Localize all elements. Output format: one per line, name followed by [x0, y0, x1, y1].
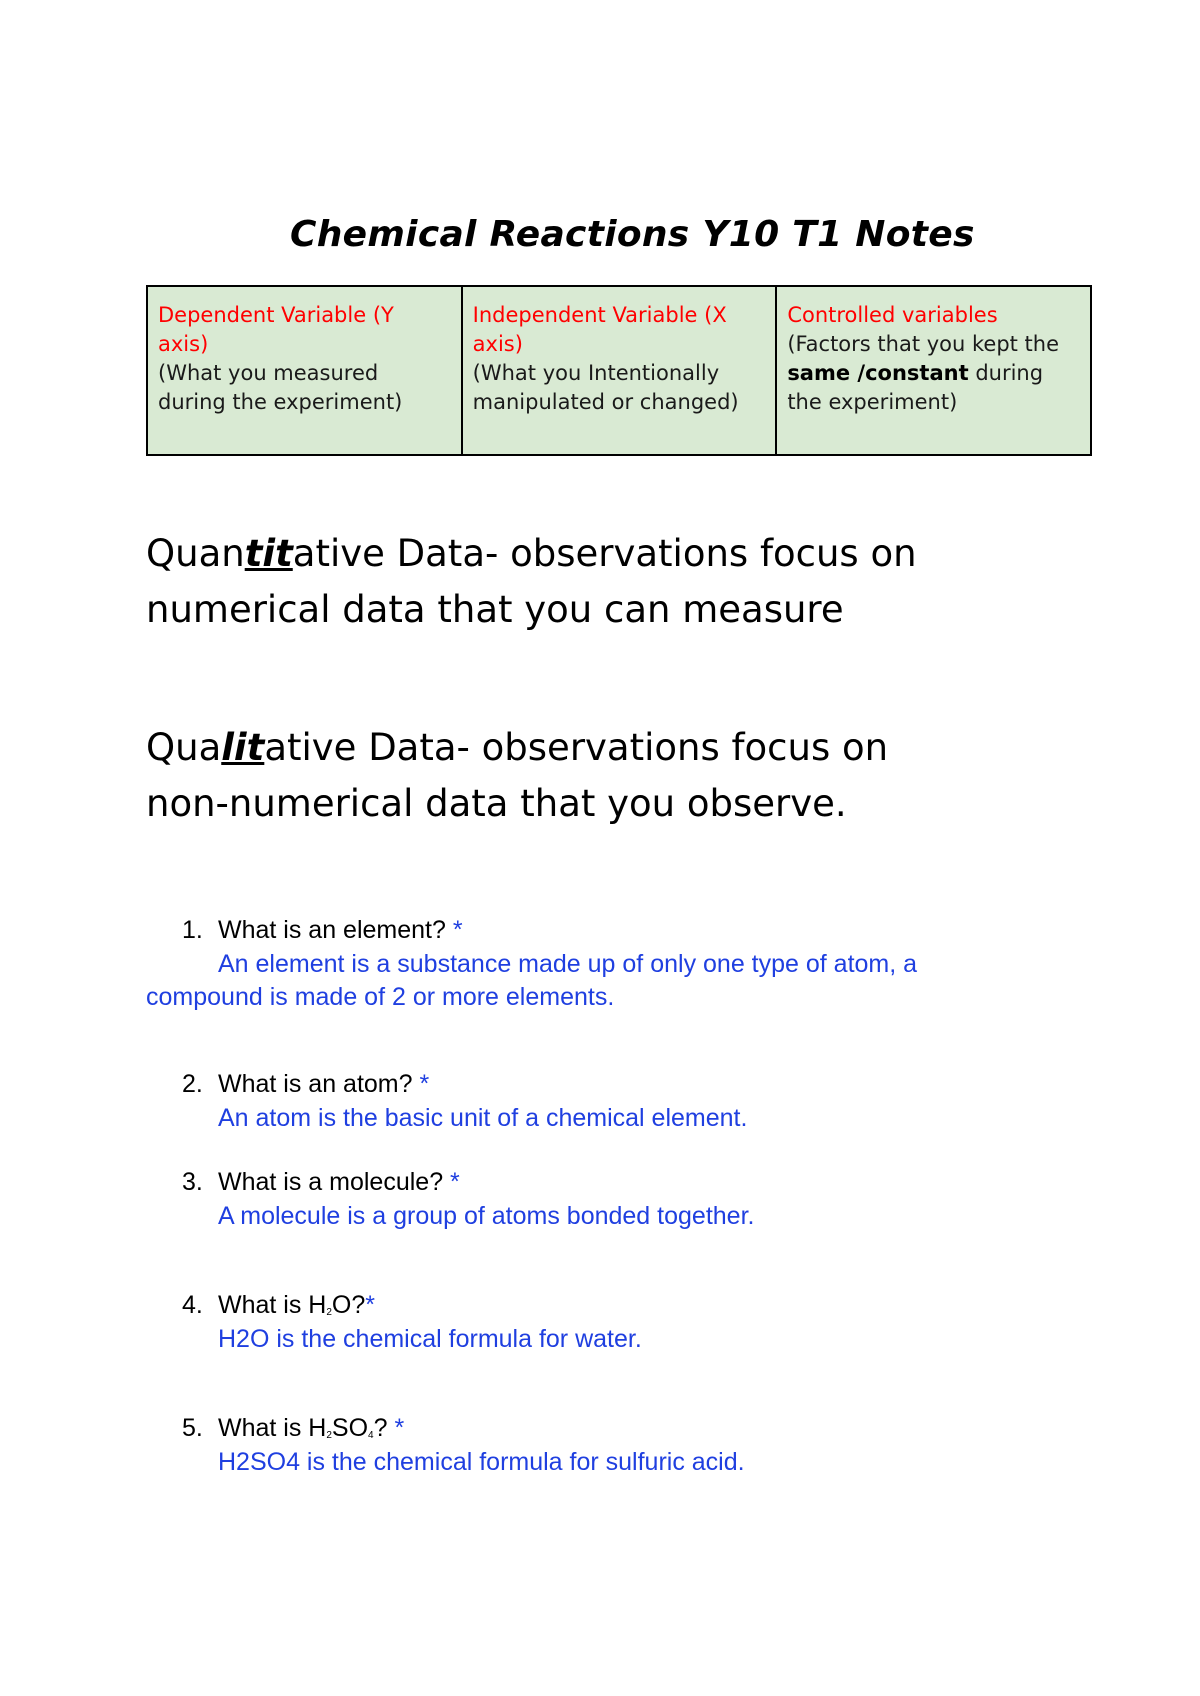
qualitative-prefix: Qua: [146, 726, 222, 769]
question-number: 1.: [182, 916, 203, 944]
answer-4: H2O is the chemical formula for water.: [218, 1325, 642, 1353]
quantitative-line-2: numerical data that you can measure: [146, 588, 844, 631]
answer-5: H2SO4 is the chemical formula for sulfuric acid.: [218, 1448, 745, 1476]
required-marker: *: [443, 1168, 460, 1196]
subscript: 2: [326, 1430, 332, 1441]
question-text-middle: SO: [331, 1414, 369, 1442]
question-number: 4.: [182, 1291, 203, 1319]
question-text: [218, 1291, 365, 1319]
controlled-description-end: during the experiment): [787, 361, 1044, 414]
answer-1-line-1: An element is a substance made up of only one type of atom, a: [218, 950, 918, 978]
question-1: [182, 914, 463, 947]
quantitative-definition: [146, 526, 917, 638]
controlled-variables-heading: Controlled variables: [787, 303, 998, 327]
table-row: [147, 286, 1091, 455]
quantitative-suffix: ative Data- observations focus on: [292, 532, 917, 575]
question-text-start: What is H: [218, 1414, 327, 1442]
answer-2: An atom is the basic unit of a chemical element.: [218, 1104, 748, 1132]
question-text: What is an atom?: [218, 1070, 413, 1098]
controlled-description-start: (Factors that you kept the: [787, 332, 1060, 356]
question-text: What is a molecule?: [218, 1168, 444, 1196]
question-text: [218, 1414, 394, 1442]
qualitative-definition: [146, 720, 888, 832]
required-marker: *: [445, 916, 463, 944]
quantitative-line-1: [146, 526, 917, 582]
qualitative-suffix: ative Data- observations focus on: [264, 726, 889, 769]
quantitative-prefix: Quan: [146, 532, 245, 575]
required-marker: *: [394, 1414, 405, 1442]
question-number: 5.: [182, 1414, 203, 1442]
question-text-end: O?: [331, 1291, 366, 1319]
dependent-variable-description: (What you measured during the experiment): [158, 361, 403, 414]
question-text-end: ?: [373, 1414, 395, 1442]
question-number: 2.: [182, 1070, 203, 1098]
question-text: What is an element?: [218, 916, 446, 944]
required-marker: *: [412, 1070, 430, 1098]
quantitative-emphasis: tit: [244, 532, 293, 575]
independent-variable-description: (What you Intentionally manipulated or changed): [472, 361, 739, 414]
qualitative-line-2: non-numerical data that you observe.: [146, 782, 847, 825]
controlled-description-bold: same /constant: [787, 361, 969, 385]
controlled-variables-cell: [776, 286, 1091, 455]
dependent-variable-cell: [147, 286, 462, 455]
controlled-variables-description: [787, 332, 1059, 414]
qualitative-line-1: [146, 720, 888, 776]
independent-variable-heading: Independent Variable (X axis): [472, 303, 727, 356]
dependent-variable-heading: Dependent Variable (Y axis): [158, 303, 394, 356]
answer-3: A molecule is a group of atoms bonded together.: [218, 1202, 755, 1230]
subscript: 4: [368, 1430, 374, 1441]
independent-variable-cell: [462, 286, 777, 455]
question-number: 3.: [182, 1168, 203, 1196]
question-text-start: What is H: [218, 1291, 327, 1319]
question-2: [182, 1068, 429, 1101]
qualitative-emphasis: lit: [221, 726, 265, 769]
answer-1-line-2: compound is made of 2 or more elements.: [146, 983, 615, 1011]
document-title: Chemical Reactions Y10 T1 Notes: [290, 214, 975, 255]
variables-table: [146, 285, 1092, 456]
required-marker: *: [365, 1291, 376, 1319]
subscript: 2: [326, 1307, 332, 1318]
question-3: [182, 1166, 460, 1199]
